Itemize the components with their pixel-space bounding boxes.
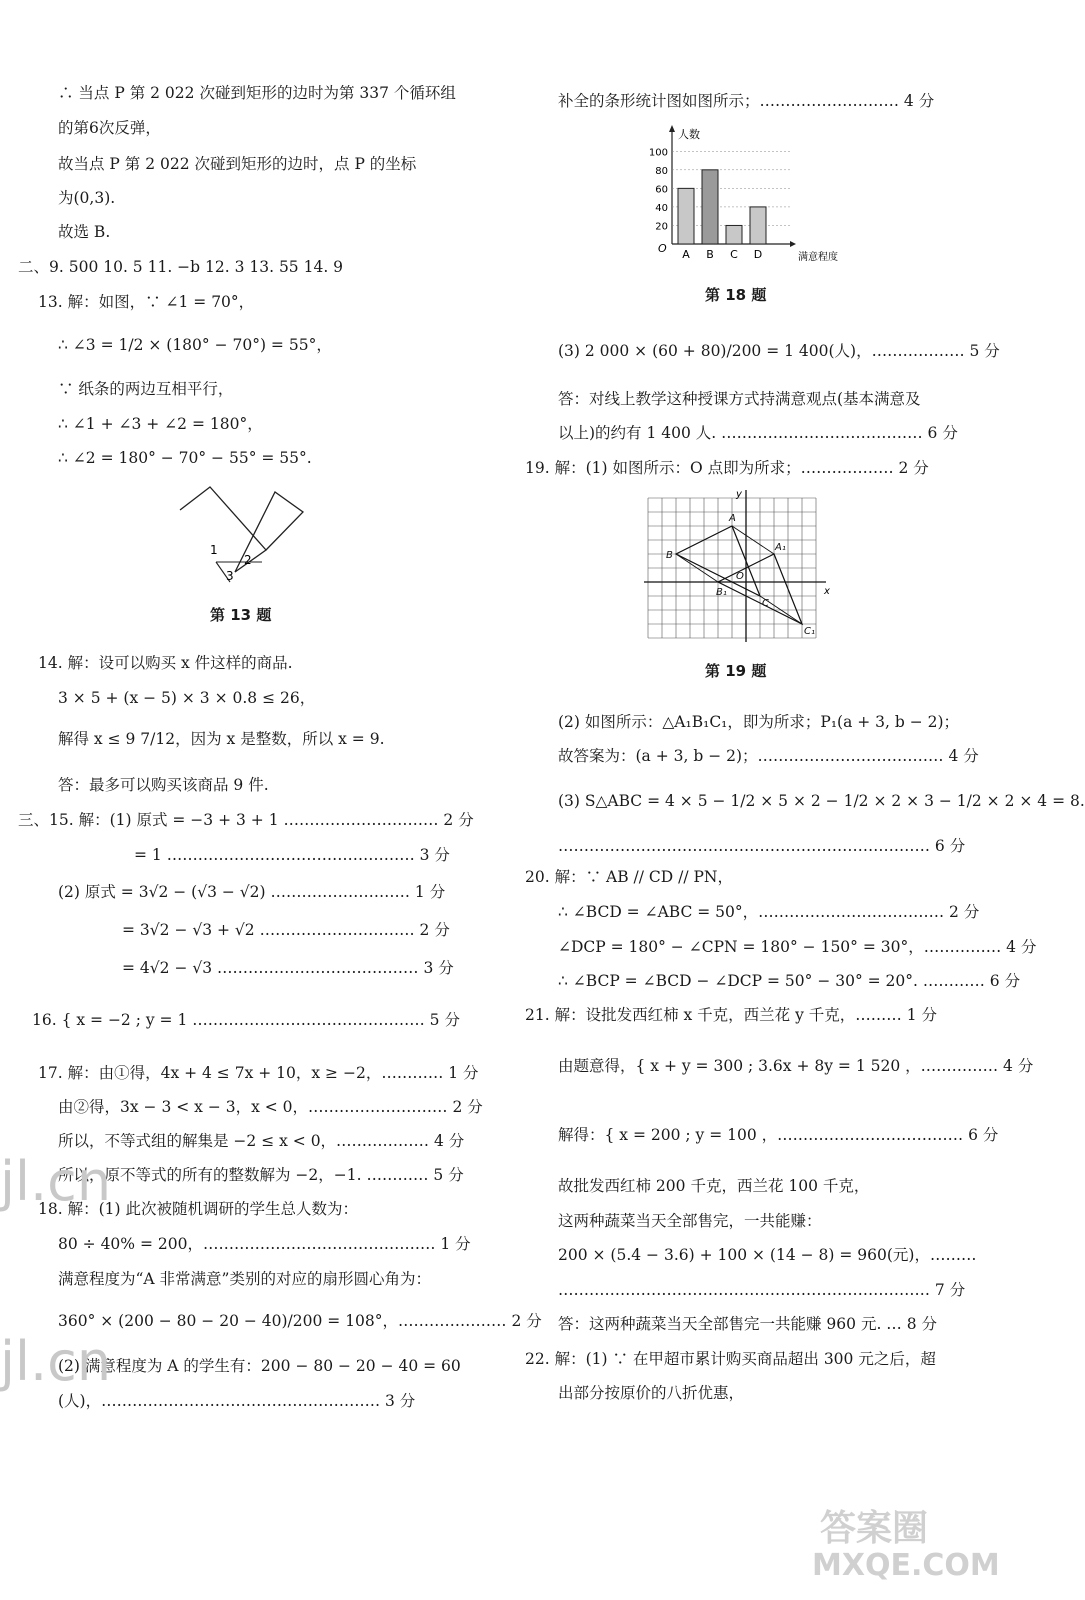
text-line: 出部分按原价的八折优惠，: [558, 1384, 745, 1402]
point-label-a: A: [729, 513, 736, 524]
y-axis-label: y: [736, 489, 742, 500]
y-tick-label: 80: [655, 165, 668, 177]
text-line: ∵ 纸条的两边互相平行，: [58, 380, 234, 398]
x-tick-label: D: [753, 248, 763, 261]
bar: [750, 207, 766, 244]
text-line: 由题意得，{ x + y = 300 ; 3.6x + 8y = 1 520 ，…………… 4 分: [558, 1057, 1034, 1075]
text-line: ∴ ∠3 = 1/2 × (180° − 70°) = 55°，: [58, 336, 332, 354]
text-line: 17. 解：由①得，4x + 4 ≤ 7x + 10，x ≥ −2，………… 1 分: [38, 1064, 479, 1082]
text-line: (人)，……………………………………………… 3 分: [58, 1392, 416, 1410]
section-two-answers: 二、9. 500 10. 5 11. −b 12. 3 13. 55 14. 9: [18, 258, 344, 276]
strip-left: [180, 487, 266, 572]
figure-18-caption: 第 18 题: [705, 286, 767, 304]
text-line: ……………………………………………………………… 6 分: [558, 837, 966, 855]
point-label-c1: C₁: [804, 626, 815, 637]
x-axis-label: 满意程度: [798, 252, 838, 263]
text-line: (2) 原式 = 3√2 − (√3 − √2) ……………………… 1 分: [58, 883, 446, 901]
point-label-c: C: [762, 598, 769, 609]
text-line: = 4√2 − √3 ………………………………… 3 分: [122, 959, 454, 977]
text-line: 故当点 P 第 2 022 次碰到矩形的边时，点 P 的坐标: [58, 155, 417, 173]
text-line: 由②得，3x − 3 < x − 3，x < 0，……………………… 2 分: [58, 1098, 483, 1116]
text-line: 这两种蔬菜当天全部售完，一共能赚：: [558, 1212, 822, 1230]
y-tick-label: 20: [655, 221, 668, 233]
text-line: 为(0,3).: [58, 189, 116, 207]
watermark-side-bottom: jl.cn: [0, 1330, 112, 1393]
figure-18-bar-chart: [640, 122, 850, 272]
text-line: ∠DCP = 180° − ∠CPN = 180° − 150° = 30°，…………… 4 分: [558, 938, 1037, 956]
text-line: 满意程度为“A 非常满意”类别的对应的扇形圆心角为：: [58, 1270, 431, 1288]
text-line: = 3√2 − √3 + √2 ………………………… 2 分: [122, 921, 450, 939]
text-line: 80 ÷ 40% = 200，……………………………………… 1 分: [58, 1235, 471, 1253]
y-tick-label: 40: [655, 202, 668, 214]
text-line: 13. 解：如图，∵ ∠1 = 70°，: [38, 293, 255, 311]
text-line: 答：对线上教学这种授课方式持满意观点(基本满意及: [558, 390, 921, 408]
angle-label-1: 1: [210, 543, 218, 557]
text-line: 22. 解：(1) ∵ 在甲超市累计购买商品超出 300 元之后，超: [525, 1350, 936, 1368]
point-label-b: B: [666, 550, 673, 561]
point-label-o: O: [736, 571, 744, 582]
figure-19-caption: 第 19 题: [705, 662, 767, 680]
text-line: 故批发西红柿 200 千克，西兰花 100 千克，: [558, 1177, 870, 1195]
angle-label-3: 3: [226, 569, 234, 583]
y-tick-label: 100: [648, 147, 668, 159]
figure-13-caption: 第 13 题: [210, 606, 272, 624]
text-line: 所以，原不等式的所有的整数解为 −2，−1. ………… 5 分: [58, 1166, 464, 1184]
point-label-b1: B₁: [716, 587, 727, 598]
text-line: 19. 解：(1) 如图所示：O 点即为所求；……………… 2 分: [525, 459, 929, 477]
figure-19-coordinate-grid: [640, 490, 830, 650]
text-line: 16. { x = −2 ; y = 1 ……………………………………… 5 分: [32, 1011, 460, 1029]
x-tick-label: C: [730, 248, 738, 261]
angle-label-2: 2: [244, 553, 252, 567]
text-line: 解得 x ≤ 9 7/12，因为 x 是整数，所以 x = 9.: [58, 730, 385, 748]
point-label-a1: A₁: [775, 542, 786, 553]
text-line: 18. 解：(1) 此次被随机调研的学生总人数为：: [38, 1200, 358, 1218]
origin-label: O: [658, 242, 667, 255]
text-line: 三、15. 解：(1) 原式 = −3 + 3 + 1 ………………………… 2 分: [18, 811, 474, 829]
text-line: 故答案为：(a + 3, b − 2)；……………………………… 4 分: [558, 747, 979, 765]
text-line: 所以，不等式组的解集是 −2 ≤ x < 0，……………… 4 分: [58, 1132, 465, 1150]
text-line: 360° × (200 − 80 − 20 − 40)/200 = 108°，………………… 2 分: [58, 1312, 542, 1330]
text-line: 的第6次反弹，: [58, 119, 161, 137]
watermark-site: MXQE.COM: [812, 1548, 1000, 1583]
text-line: 20. 解：∵ AB // CD // PN，: [525, 868, 733, 886]
text-line: = 1 ………………………………………… 3 分: [134, 846, 450, 864]
text-line: ∴ 当点 P 第 2 022 次碰到矩形的边时为第 337 个循环组: [58, 84, 456, 102]
y-tick-label: 60: [655, 184, 668, 196]
text-line: 故选 B.: [58, 223, 111, 241]
text-line: (3) S△ABC = 4 × 5 − 1/2 × 5 × 2 − 1/2 × 2 × 3 − 1/2 × 2 × 4 = 8.: [558, 792, 1085, 810]
x-tick-label: A: [682, 248, 690, 261]
figure-13-diagram: [170, 482, 320, 587]
text-line: 以上)的约有 1 400 人. ………………………………… 6 分: [558, 424, 958, 442]
text-line: 解得：{ x = 200 ; y = 100 ，……………………………… 6 分: [558, 1126, 999, 1144]
bar: [726, 225, 742, 244]
text-line: ∴ ∠2 = 180° − 70° − 55° = 55°.: [58, 449, 312, 467]
x-tick-label: B: [706, 248, 714, 261]
text-line: 3 × 5 + (x − 5) × 3 × 0.8 ≤ 26，: [58, 689, 316, 707]
text-line: 14. 解：设可以购买 x 件这样的商品.: [38, 654, 293, 672]
text-line: (2) 满意程度为 A 的学生有：200 − 80 − 20 − 40 = 60: [58, 1357, 461, 1375]
text-line: ∴ ∠BCD = ∠ABC = 50°，……………………………… 2 分: [558, 903, 980, 921]
text-line: (3) 2 000 × (60 + 80)/200 = 1 400(人)，……………… 5 分: [558, 342, 1000, 360]
y-axis-arrow: [669, 125, 675, 132]
text-line: ……………………………………………………………… 7 分: [558, 1281, 966, 1299]
text-line: 补全的条形统计图如图所示；……………………… 4 分: [558, 92, 935, 110]
text-line: 21. 解：设批发西红柿 x 千克，西兰花 y 千克，……… 1 分: [525, 1006, 938, 1024]
watermark-side-top: jl.cn: [0, 1150, 112, 1213]
text-line: 200 × (5.4 − 3.6) + 100 × (14 − 8) = 960(元)，………: [558, 1246, 977, 1264]
x-axis-label: x: [824, 586, 830, 597]
watermark-logo: 答案圈: [820, 1508, 929, 1549]
text-line: 答：这两种蔬菜当天全部售完一共能赚 960 元. … 8 分: [558, 1315, 938, 1333]
x-axis-arrow: [790, 241, 796, 247]
bar: [702, 170, 718, 244]
text-line: (2) 如图所示：△A₁B₁C₁，即为所求；P₁(a + 3, b − 2)；: [558, 713, 960, 731]
text-line: ∴ ∠BCP = ∠BCD − ∠DCP = 50° − 30° = 20°. ………… 6 分: [558, 972, 1021, 990]
text-line: 答：最多可以购买该商品 9 件.: [58, 776, 269, 794]
text-line: ∴ ∠1 + ∠3 + ∠2 = 180°，: [58, 415, 263, 433]
bar: [678, 188, 694, 244]
y-axis-label: 人数: [678, 128, 700, 141]
